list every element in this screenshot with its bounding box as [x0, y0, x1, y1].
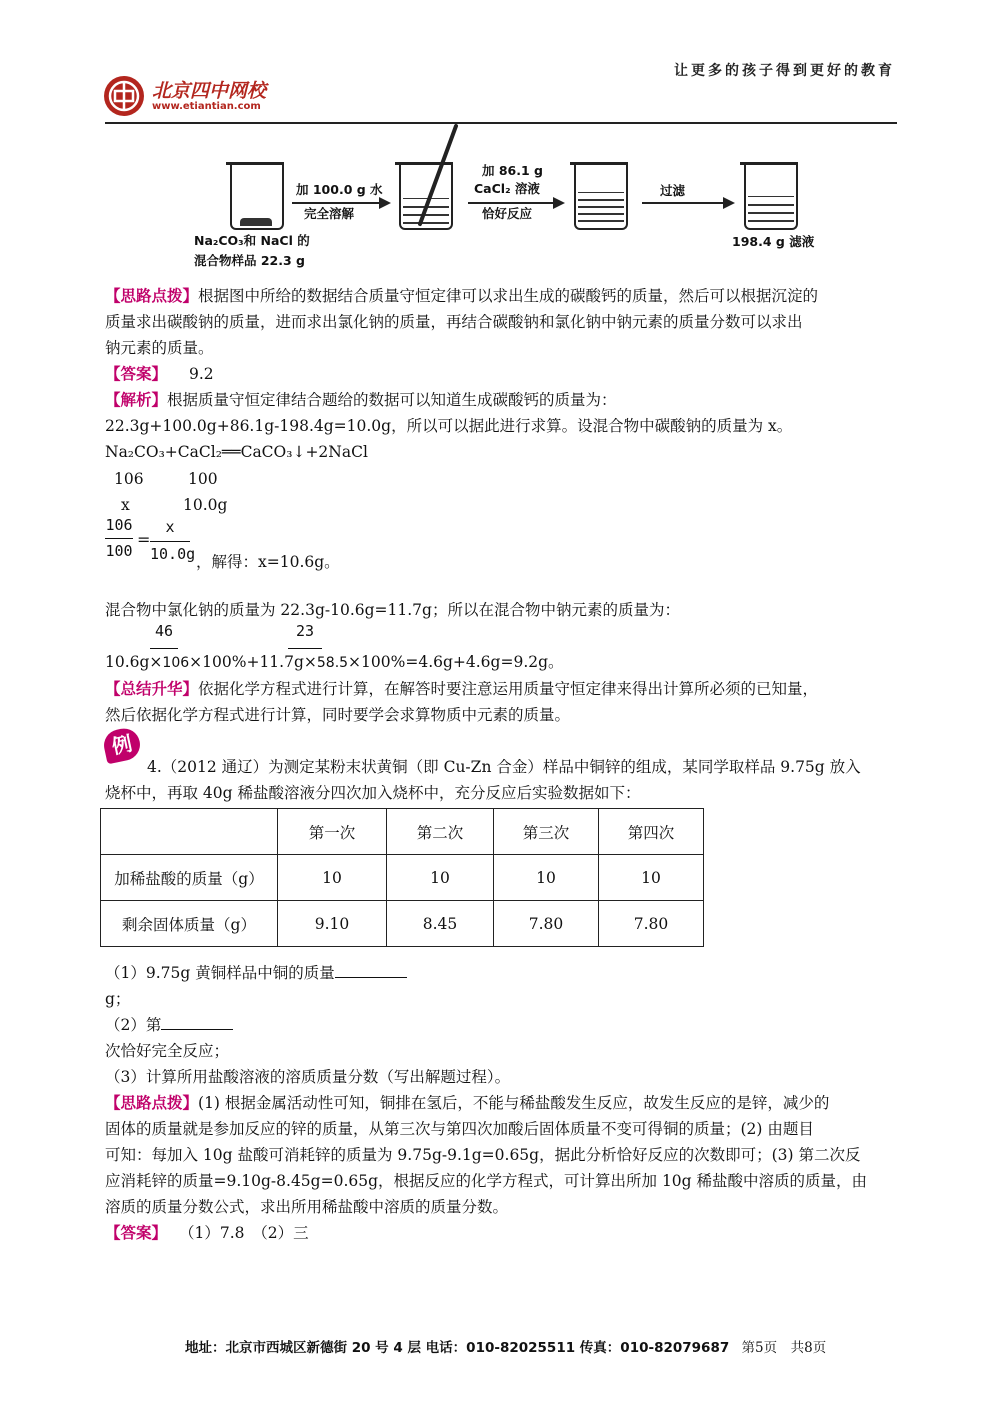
- beaker-3: [574, 162, 628, 230]
- filtrate-label: 198.4 g 滤液: [732, 234, 815, 249]
- sample-label-1: Na₂CO₃和 NaCl 的: [194, 233, 310, 248]
- fraction-b-denominator: 10.0g: [150, 545, 196, 563]
- ex3-answer: [105, 362, 214, 386]
- table-cell: 7.80: [599, 901, 704, 947]
- answer-tag: 【答案】: [105, 365, 168, 383]
- logo-url: www.etiantian.com: [152, 101, 261, 112]
- answer-blank-1: [335, 961, 407, 978]
- equals-sign: =: [137, 530, 151, 549]
- answer-blank-2: [161, 1013, 233, 1030]
- calc-numerator-1: 46: [154, 622, 174, 640]
- ex4-question-line-1: 4.（2012 通辽）为测定某粉末状黄铜（即 Cu-Zn 合金）样品中铜锌的组成，某同学取样品 9.75g 放入: [147, 758, 861, 776]
- step-2-line-2: CaCl₂ 溶液: [474, 181, 540, 196]
- ex3-summary-line-1: 【总结升华】依据化学方程式进行计算，在解答时要注意运用质量守恒定律来得出计算所必须的已知量，: [105, 680, 819, 698]
- fraction-a-numerator: 106: [105, 516, 133, 534]
- summary-tag: 【总结升华】: [105, 680, 199, 698]
- nacl-mass-line: 混合物中氯化钠的质量为 22.3g-10.6g=11.7g；所以在混合物中钠元素的质量为：: [105, 601, 680, 619]
- ex4-q1: （1）9.75g 黄铜样品中铜的质量: [105, 961, 407, 985]
- table-header-row: [101, 809, 704, 855]
- table-cell: 10: [494, 855, 599, 901]
- example-badge-icon: 例: [101, 726, 143, 765]
- table-header-cell: [101, 809, 278, 855]
- arrow-1-head: [379, 197, 391, 209]
- arrow-2-head: [553, 197, 565, 209]
- ex3-hint-line-2: 质量求出碳酸钠的质量，进而求出氯化钠的质量，再结合碳酸钠和氯化钠中钠元素的质量分数可以求出: [105, 313, 803, 331]
- ex4-hint-line-5: 溶质的质量分数公式，求出所用稀盐酸中溶质的质量分数。: [105, 1198, 509, 1216]
- step-2-line-3: 恰好反应: [482, 206, 533, 221]
- arrow-1: [292, 202, 380, 204]
- ex3-analysis-line-1: 【解析】根据质量守恒定律结合题给的数据可以知道生成碳酸钙的质量为：: [105, 391, 617, 409]
- ex3-hint-line-3: 钠元素的质量。: [105, 339, 214, 357]
- table-cell: 7.80: [494, 901, 599, 947]
- fraction-b-numerator: x: [165, 518, 175, 536]
- arrow-3-head: [723, 197, 735, 209]
- step-3-label: 过滤: [660, 183, 686, 198]
- arrow-2: [468, 202, 554, 204]
- molar-mass-1: 106: [114, 470, 144, 488]
- answer-tag: 【答案】: [105, 1224, 168, 1242]
- ex4-q2: （2）第: [105, 1013, 233, 1037]
- table-header-cell: 第四次: [599, 809, 704, 855]
- variable-x: x: [121, 496, 130, 514]
- experiment-diagram: [190, 120, 830, 280]
- logo: [102, 74, 302, 120]
- step-1-line-2: 完全溶解: [304, 206, 355, 221]
- table-cell: 加稀盐酸的质量（g）: [101, 855, 278, 901]
- table-cell: 8.45: [387, 901, 494, 947]
- table-cell: 9.10: [278, 901, 387, 947]
- fraction-b-bar: [150, 541, 190, 542]
- ex3-summary-line-2: 然后依据化学方程式进行计算，同时要学会求算物质中元素的质量。: [105, 706, 571, 724]
- analysis-tag: 【解析】: [105, 391, 168, 409]
- footer-address: 地址：北京市西城区新德街 20 号 4 层 电话：010-82025511 传真：010-82079687: [185, 1340, 730, 1356]
- table-cell: 10: [278, 855, 387, 901]
- na-mass-calc: 10.6g×106×100%+11.7g×58.5×100%=4.6g+4.6g=9.2g。: [105, 653, 564, 671]
- answer-value: 9.2: [189, 365, 214, 383]
- table-cell: 10: [599, 855, 704, 901]
- ex4-hint-line-4: 应消耗锌的质量=9.10g-8.45g=0.65g，根据反应的化学方程式，可计算出所加 10g 稀盐酸中溶质的质量，由: [105, 1172, 868, 1190]
- stirring-rod-icon: [410, 124, 470, 234]
- fraction-a-denominator: 100: [105, 542, 133, 560]
- data-table: [100, 808, 704, 947]
- table-header-cell: 第二次: [387, 809, 494, 855]
- step-2-line-1: 加 86.1 g: [482, 163, 543, 178]
- footer-page: 第5页 共8页: [741, 1340, 827, 1356]
- header-slogan: 让更多的孩子得到更好的教育: [674, 63, 895, 79]
- hint-tag: 【思路点拨】: [105, 287, 199, 305]
- sample-label-2: 混合物样品 22.3 g: [194, 253, 305, 268]
- hint-tag: 【思路点拨】: [105, 1094, 199, 1112]
- calc-bar-2: [288, 648, 322, 649]
- table-cell: 剩余固体质量（g）: [101, 901, 278, 947]
- calc-denominator-1: 106: [162, 655, 190, 671]
- chemical-equation: Na₂CO₃+CaCl₂══CaCO₃↓+2NaCl: [105, 443, 368, 461]
- logo-name: 北京四中网校: [152, 80, 267, 102]
- table-row: [101, 855, 704, 901]
- beaker-3-liquid: [578, 192, 624, 194]
- beaker-1-solid: [240, 218, 272, 226]
- ex3-analysis-line-2: 22.3g+100.0g+86.1g-198.4g=10.0g，所以可以据此进行求算。设混合物中碳酸钠的质量为 x。: [105, 417, 793, 435]
- ex4-q3: （3）计算所用盐酸溶液的溶质质量分数（写出解题过程）。: [105, 1068, 511, 1086]
- ex4-hint-line-3: 可知：每加入 10g 盐酸可消耗锌的质量为 9.75g-9.1g=0.65g，据此分析恰好反应的次数即可；(3) 第二次反: [105, 1146, 861, 1164]
- footer: [185, 1336, 826, 1356]
- solve-result: ，解得：x=10.6g。: [196, 553, 340, 571]
- table-header-cell: 第一次: [278, 809, 387, 855]
- arrow-3: [642, 202, 724, 204]
- calc-denominator-2: 58.5: [316, 655, 349, 671]
- beaker-4-liquid: [748, 196, 794, 198]
- logo-emblem-icon: [102, 74, 146, 118]
- table-cell: 10: [387, 855, 494, 901]
- ex3-hint-line-1: 【思路点拨】根据图中所给的数据结合质量守恒定律可以求出生成的碳酸钙的质量，然后可以根据沉淀的: [105, 287, 819, 305]
- molar-mass-2: 100: [188, 470, 218, 488]
- ex4-hint-line-2: 固体的质量就是参加反应的锌的质量，从第三次与第四次加酸后固体质量不变可得铜的质量；(2) 由题目: [105, 1120, 814, 1138]
- ex4-q2-tail: 次恰好完全反应；: [105, 1042, 230, 1060]
- ex4-answer: [105, 1221, 309, 1245]
- ex4-q1-unit: g；: [105, 990, 131, 1008]
- table-row: [101, 901, 704, 947]
- ex4-hint-line-1: 【思路点拨】(1) 根据金属活动性可知，铜排在氢后，不能与稀盐酸发生反应，故发生反应的是锌，减少的: [105, 1094, 830, 1112]
- step-1-line-1: 加 100.0 g 水: [296, 182, 383, 197]
- ex4-question-line-2: 烧杯中，再取 40g 稀盐酸溶液分四次加入烧杯中，充分反应后实验数据如下：: [105, 784, 641, 802]
- answer-value: （1）7.8 （2）三: [179, 1224, 309, 1242]
- calc-bar-1: [150, 648, 178, 649]
- table-header-cell: 第三次: [494, 809, 599, 855]
- calc-numerator-2: 23: [295, 622, 315, 640]
- variable-mass: 10.0g: [183, 496, 228, 514]
- fraction-a-bar: [105, 538, 133, 539]
